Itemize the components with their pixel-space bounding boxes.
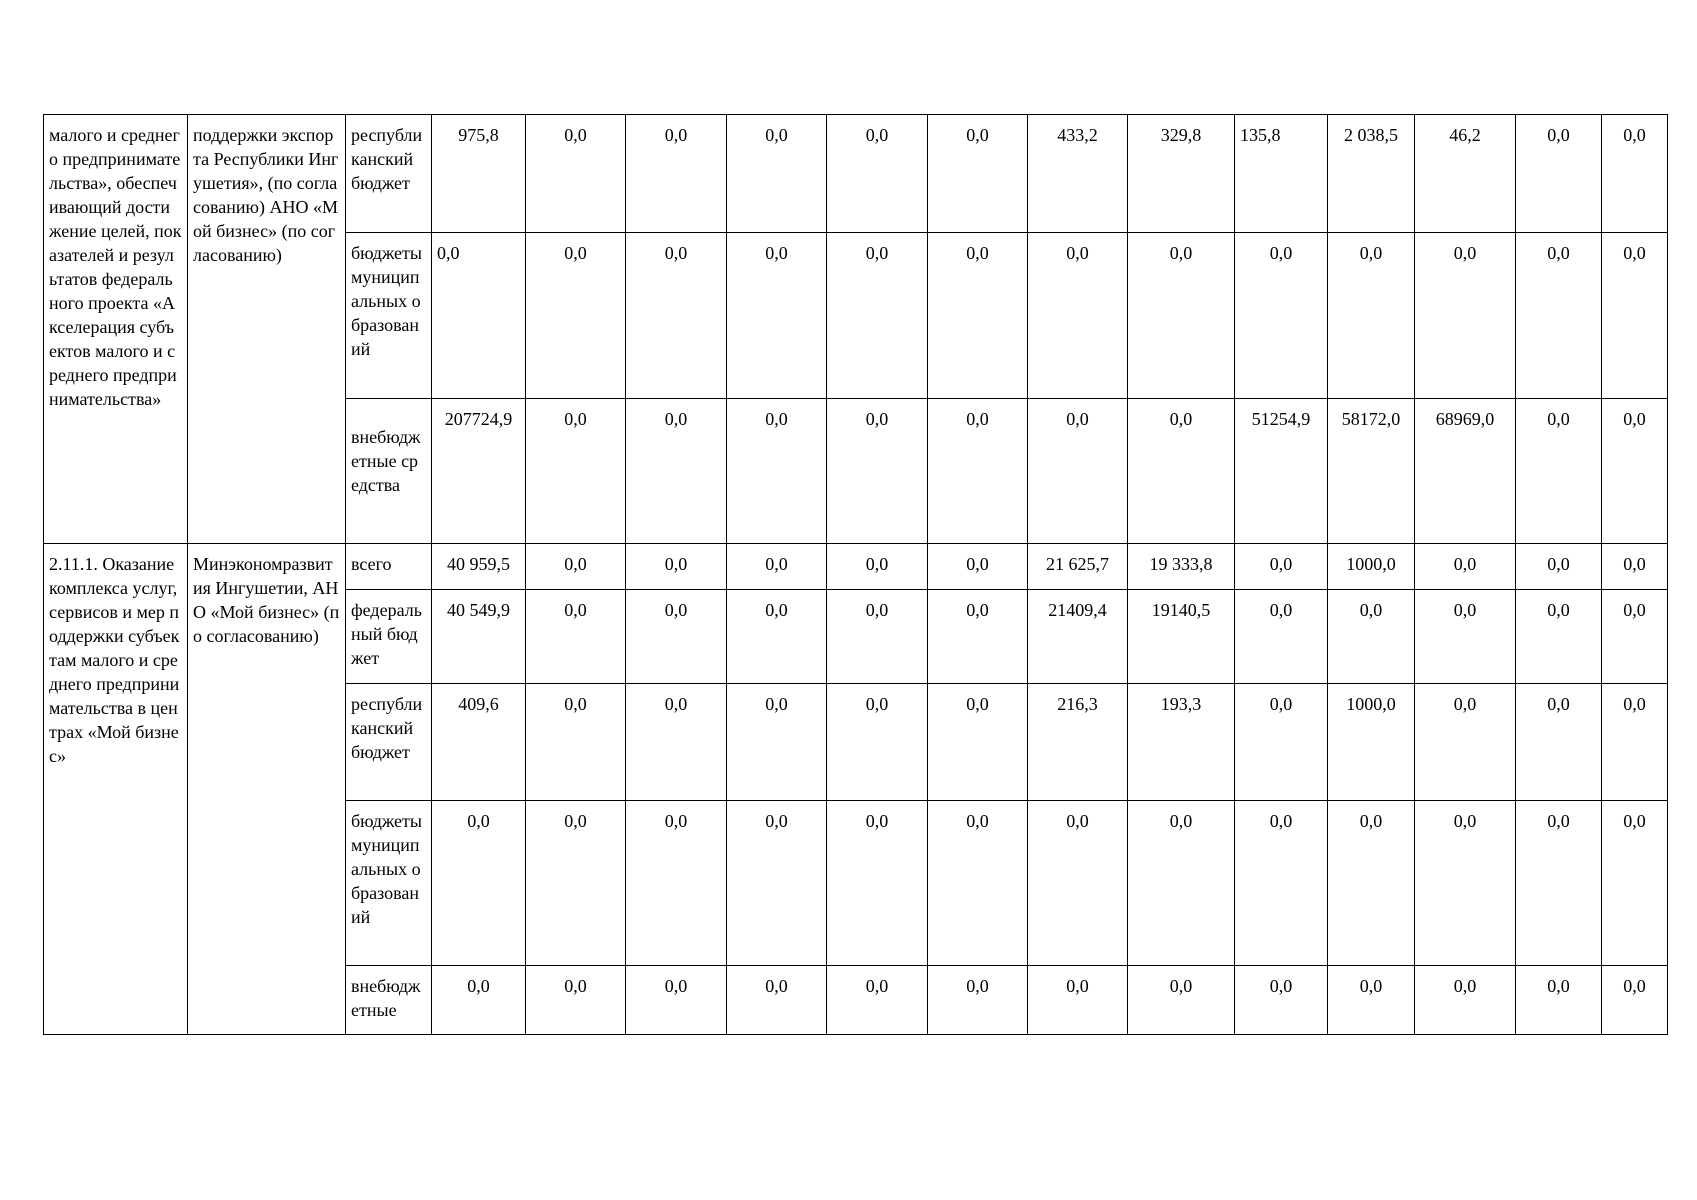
value-cell: 0,0 (1128, 233, 1235, 399)
value-cell: 0,0 (827, 801, 928, 966)
value-cell: 0,0 (928, 684, 1028, 801)
value-cell: 0,0 (526, 399, 626, 544)
value-cell: 329,8 (1128, 115, 1235, 233)
value-cell: 0,0 (1415, 684, 1516, 801)
value-cell: 0,0 (626, 233, 727, 399)
value-cell: 0,0 (827, 590, 928, 684)
value-cell: 216,3 (1028, 684, 1128, 801)
value-cell: 0,0 (827, 684, 928, 801)
value-cell: 0,0 (626, 115, 727, 233)
value-cell: 0,0 (526, 544, 626, 590)
value-cell: 19140,5 (1128, 590, 1235, 684)
value-cell: 0,0 (1415, 966, 1516, 1035)
value-cell: 0,0 (1235, 233, 1328, 399)
value-cell: 0,0 (928, 801, 1028, 966)
value-cell: 0,0 (626, 590, 727, 684)
value-cell: 0,0 (1516, 966, 1602, 1035)
value-cell: 0,0 (1602, 544, 1668, 590)
value-cell: 21409,4 (1028, 590, 1128, 684)
value-cell: 0,0 (727, 966, 827, 1035)
value-cell: 0,0 (1516, 544, 1602, 590)
value-cell: 0,0 (1128, 399, 1235, 544)
value-cell: 0,0 (1516, 684, 1602, 801)
value-cell: 207724,9 (432, 399, 526, 544)
value-cell: 0,0 (1415, 801, 1516, 966)
value-cell: 433,2 (1028, 115, 1128, 233)
value-cell: 1000,0 (1328, 544, 1415, 590)
value-cell: 0,0 (1516, 399, 1602, 544)
value-cell: 19 333,8 (1128, 544, 1235, 590)
value-cell: 40 549,9 (432, 590, 526, 684)
value-cell: 0,0 (928, 966, 1028, 1035)
value-cell: 0,0 (1128, 966, 1235, 1035)
value-cell: 1000,0 (1328, 684, 1415, 801)
value-cell: 0,0 (526, 684, 626, 801)
value-cell: 0,0 (1235, 801, 1328, 966)
funding-source-cell: всего (346, 544, 432, 590)
value-cell: 0,0 (827, 115, 928, 233)
value-cell: 2 038,5 (1328, 115, 1415, 233)
value-cell: 0,0 (1235, 590, 1328, 684)
value-cell: 0,0 (727, 684, 827, 801)
value-cell: 0,0 (526, 115, 626, 233)
value-cell: 0,0 (727, 399, 827, 544)
value-cell: 0,0 (626, 544, 727, 590)
value-cell: 0,0 (432, 966, 526, 1035)
value-cell: 0,0 (1028, 399, 1128, 544)
value-cell: 0,0 (526, 801, 626, 966)
value-cell: 0,0 (1328, 801, 1415, 966)
value-cell: 0,0 (1602, 801, 1668, 966)
value-cell: 0,0 (526, 233, 626, 399)
budget-table (43, 114, 1668, 1035)
value-cell: 0,0 (727, 115, 827, 233)
value-cell: 0,0 (1516, 590, 1602, 684)
value-cell: 0,0 (928, 233, 1028, 399)
value-cell: 0,0 (1028, 801, 1128, 966)
funding-source-cell: внебюджетные средства (346, 399, 432, 544)
value-cell: 0,0 (928, 590, 1028, 684)
value-cell: 0,0 (928, 399, 1028, 544)
value-cell: 0,0 (1235, 544, 1328, 590)
value-cell: 0,0 (827, 233, 928, 399)
value-cell: 0,0 (432, 801, 526, 966)
value-cell: 0,0 (1602, 966, 1668, 1035)
value-cell: 0,0 (1516, 801, 1602, 966)
value-cell: 193,3 (1128, 684, 1235, 801)
value-cell: 0,0 (626, 399, 727, 544)
value-cell: 0,0 (626, 801, 727, 966)
value-cell: 0,0 (1415, 590, 1516, 684)
value-cell: 0,0 (1128, 801, 1235, 966)
value-cell: 21 625,7 (1028, 544, 1128, 590)
value-cell: 0,0 (1602, 684, 1668, 801)
table-row (44, 544, 1668, 590)
value-cell: 409,6 (432, 684, 526, 801)
value-cell: 0,0 (727, 801, 827, 966)
value-cell: 0,0 (1235, 966, 1328, 1035)
value-cell: 0,0 (1602, 399, 1668, 544)
value-cell: 0,0 (1028, 233, 1128, 399)
value-cell: 0,0 (1028, 966, 1128, 1035)
value-cell: 0,0 (1516, 233, 1602, 399)
funding-source-cell: республиканский бюджет (346, 684, 432, 801)
value-cell: 0,0 (1516, 115, 1602, 233)
value-cell: 0,0 (1602, 115, 1668, 233)
value-cell: 0,0 (827, 544, 928, 590)
value-cell: 0,0 (1602, 233, 1668, 399)
activity-name-cell: малого и среднего предпринимательства», обеспечивающий достижение целей, показателей и результатов федерального проекта «Акселерация субъектов малого и среднего предпринимательства» (44, 115, 188, 544)
value-cell: 0,0 (827, 966, 928, 1035)
funding-source-cell: бюджеты муниципальных образований (346, 801, 432, 966)
value-cell: 0,0 (727, 544, 827, 590)
value-cell: 0,0 (1602, 590, 1668, 684)
executor-cell: поддержки экспорта Республики Ингушетия», (по согласованию) АНО «Мой бизнес» (по согласованию) (188, 115, 346, 544)
funding-source-cell: внебюджетные (346, 966, 432, 1035)
value-cell: 0,0 (432, 233, 526, 399)
value-cell: 975,8 (432, 115, 526, 233)
value-cell: 0,0 (1328, 966, 1415, 1035)
value-cell: 0,0 (928, 544, 1028, 590)
activity-name-cell: 2.11.1. Оказание комплекса услуг, сервисов и мер поддержки субъектам малого и среднего предпринимательства в центрах «Мой бизнес» (44, 544, 188, 1035)
value-cell: 40 959,5 (432, 544, 526, 590)
value-cell: 135,8 (1235, 115, 1328, 233)
executor-cell: Минэкономразвития Ингушетии, АНО «Мой бизнес» (по согласованию) (188, 544, 346, 1035)
value-cell: 0,0 (526, 966, 626, 1035)
value-cell: 51254,9 (1235, 399, 1328, 544)
value-cell: 0,0 (727, 590, 827, 684)
funding-source-cell: бюджеты муниципальных образований (346, 233, 432, 399)
value-cell: 58172,0 (1328, 399, 1415, 544)
value-cell: 0,0 (626, 684, 727, 801)
value-cell: 0,0 (1415, 544, 1516, 590)
value-cell: 0,0 (1235, 684, 1328, 801)
value-cell: 0,0 (727, 233, 827, 399)
value-cell: 0,0 (626, 966, 727, 1035)
funding-source-cell: республиканский бюджет (346, 115, 432, 233)
value-cell: 0,0 (928, 115, 1028, 233)
value-cell: 46,2 (1415, 115, 1516, 233)
value-cell: 0,0 (1328, 233, 1415, 399)
value-cell: 0,0 (526, 590, 626, 684)
value-cell: 0,0 (827, 399, 928, 544)
value-cell: 0,0 (1328, 590, 1415, 684)
funding-source-cell: федеральный бюджет (346, 590, 432, 684)
value-cell: 0,0 (1415, 233, 1516, 399)
table-row (44, 115, 1668, 233)
value-cell: 68969,0 (1415, 399, 1516, 544)
